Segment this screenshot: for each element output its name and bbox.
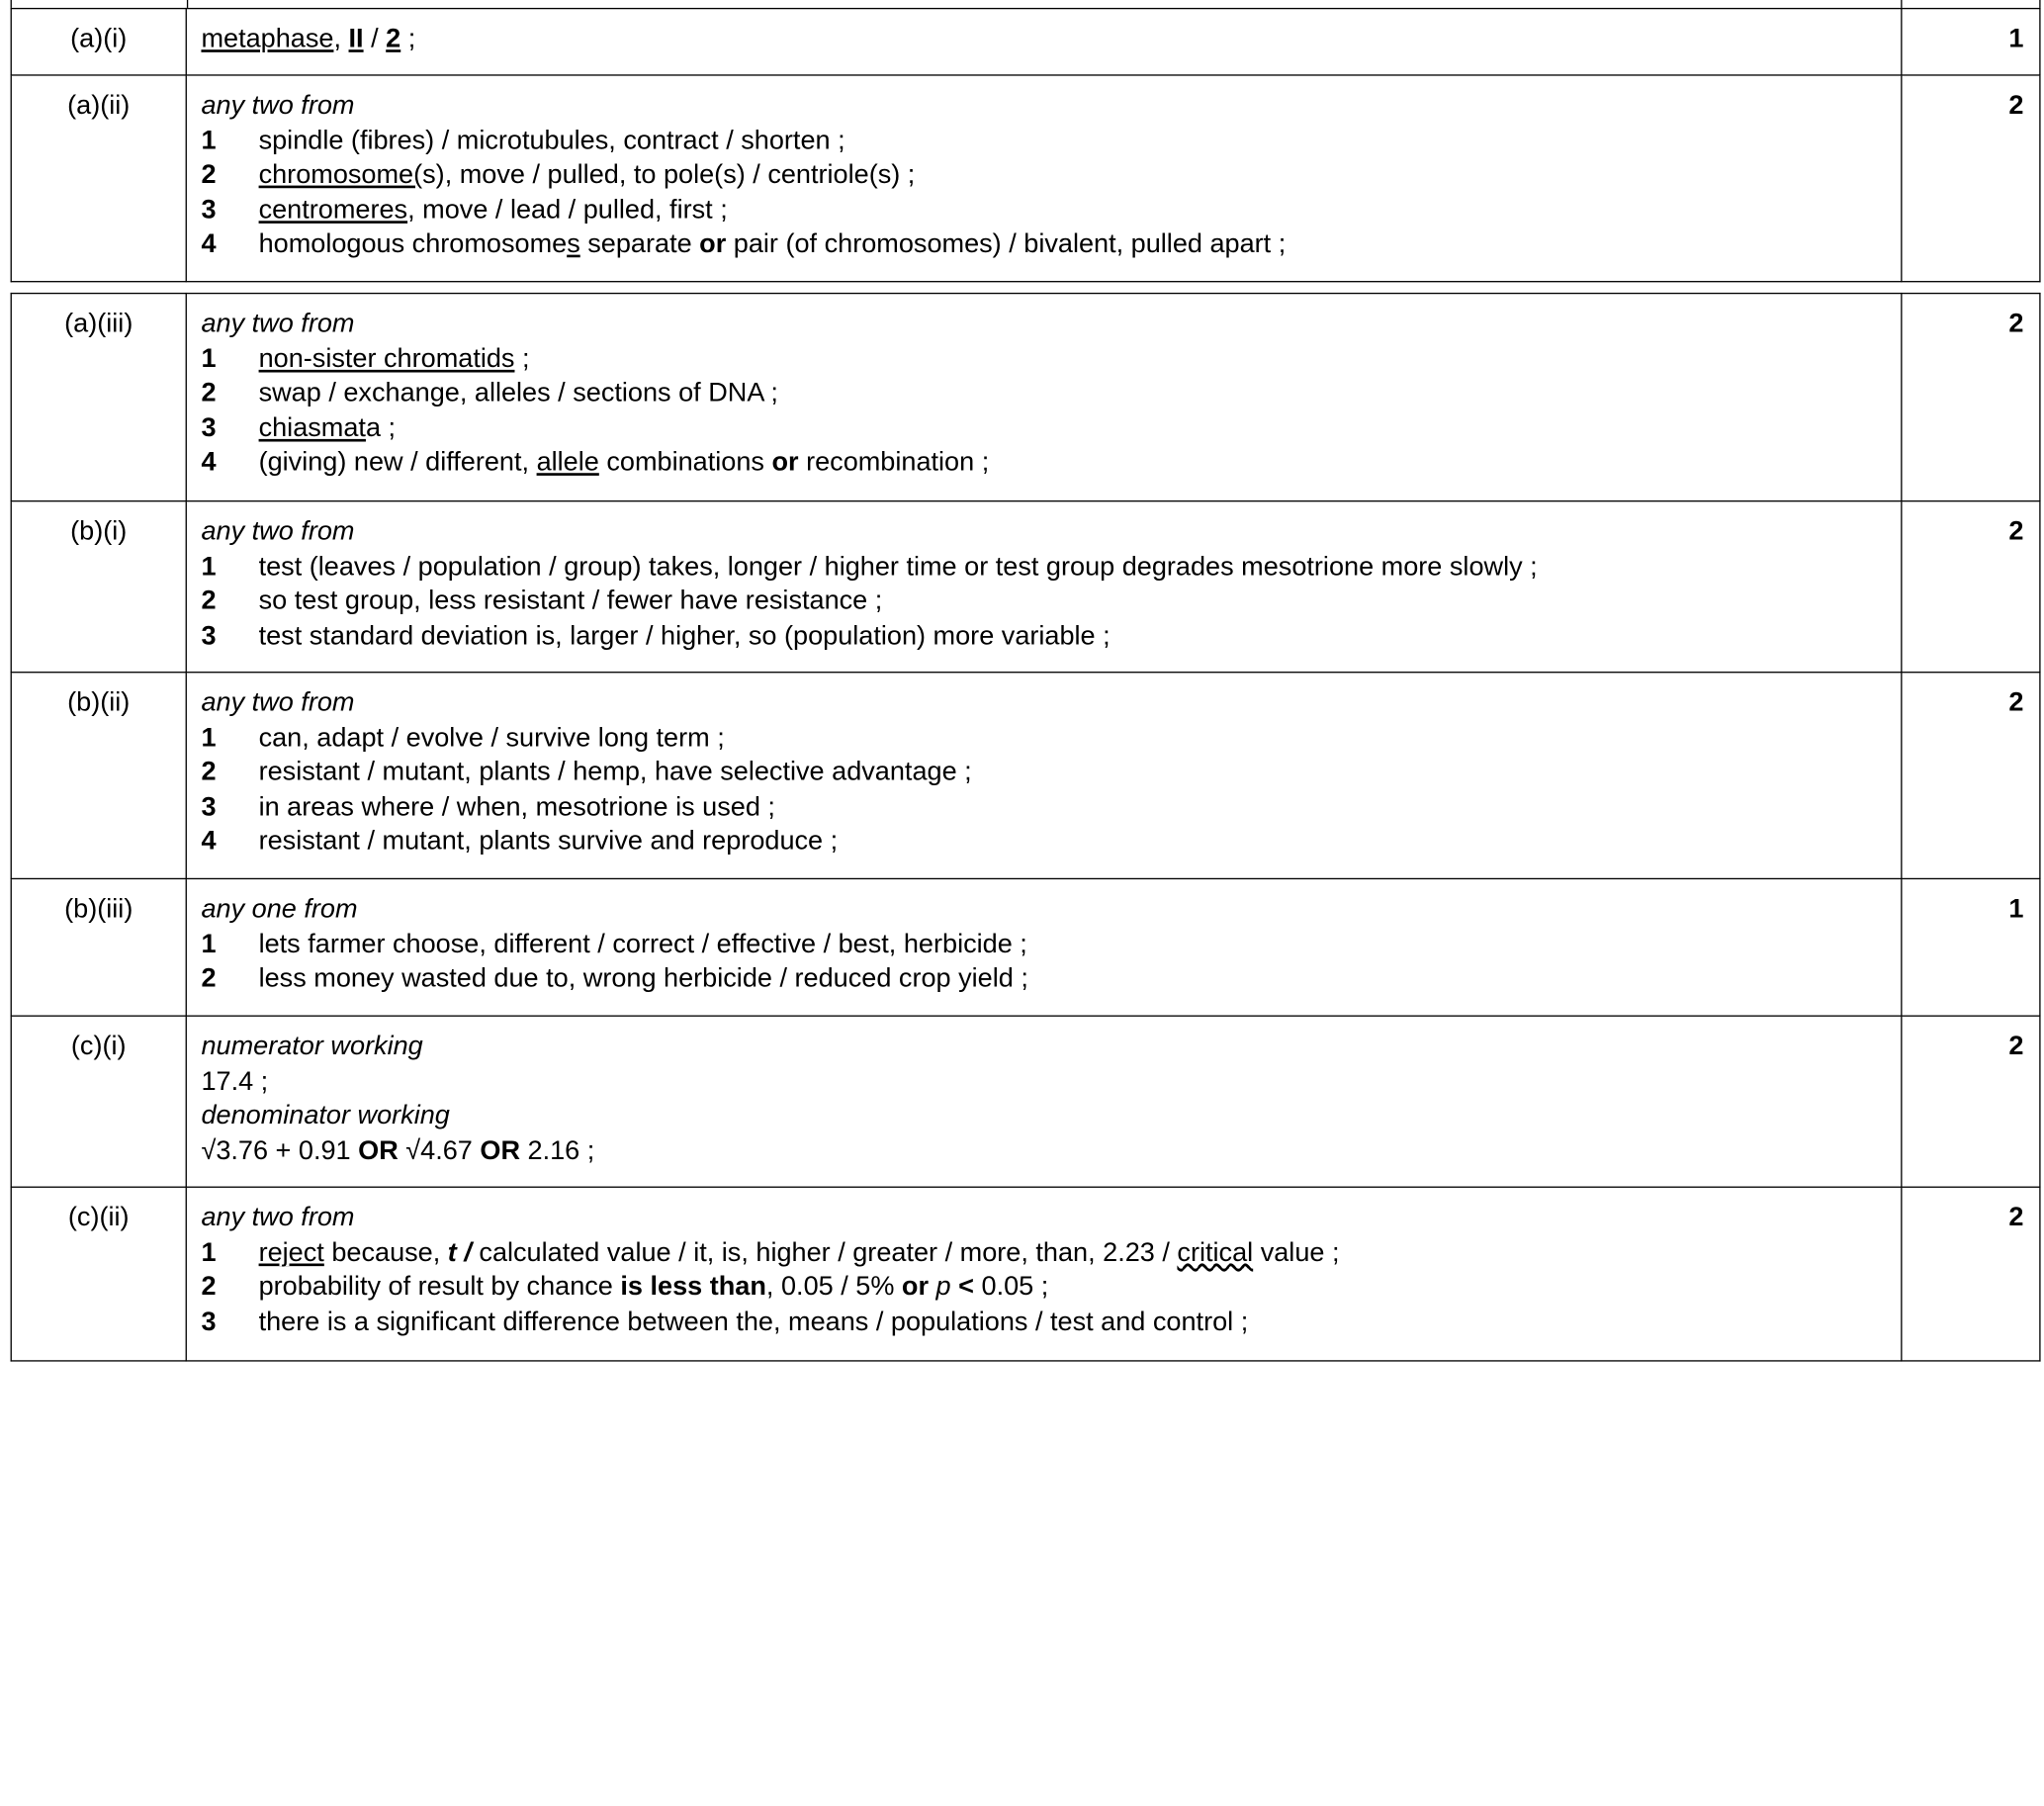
- answer-point-rich: reject because, t / calculated value / it, is, higher / greater / more, than, 2.23 / critical value ;: [258, 1236, 1340, 1267]
- marks-cell: 2: [1902, 501, 2040, 673]
- answer-point: 2 probability of result by chance is less than, 0.05 / 5% or p < 0.05 ;: [201, 1270, 1888, 1305]
- answer-point: 3 in areas where / when, mesotrione is used ;: [201, 790, 775, 822]
- answer-point: 1 lets farmer choose, different / correct / effective / best, herbicide ;: [201, 928, 1027, 959]
- answer-point-rich: chiasmata ;: [258, 411, 397, 443]
- answer-cell: [186, 1187, 1902, 1361]
- answer-cell: [186, 673, 1902, 879]
- answer-point: 1 test (leaves / population / group) takes, longer / higher time or test group degrades mesotrione more slowly ;: [201, 550, 1538, 582]
- answer-point: 4 (giving) new / different, allele combinations or recombination ;: [201, 445, 1888, 480]
- answer-point: 2 less money wasted due to, wrong herbicide / reduced crop yield ;: [201, 962, 1028, 994]
- answer-intro: any two from: [201, 515, 355, 547]
- answer-point: 1 reject because, t / calculated value / it, is, higher / greater / more, than, 2.23 / critical value ;: [201, 1235, 1888, 1270]
- question-number: (b)(iii): [11, 878, 186, 1016]
- answer-cell: [186, 501, 1902, 673]
- answer-point-rich: homologous chromosomes separate or pair (of chromosomes) / bivalent, pulled apart ;: [258, 228, 1287, 259]
- table-row: [11, 294, 2040, 501]
- denominator-label: denominator working: [201, 1100, 450, 1130]
- answer-point-rich: centromeres, move / lead / pulled, first ;: [258, 194, 728, 225]
- table-row: [11, 501, 2040, 673]
- answer-point: 2 swap / exchange, alleles / sections of DNA ;: [201, 377, 778, 408]
- marks-cell: 2: [1902, 1187, 2040, 1361]
- answer-point: 2 so test group, less resistant / fewer have resistance ;: [201, 585, 883, 616]
- table-row: [11, 1187, 2040, 1361]
- marks-cell: 2: [1902, 673, 2040, 879]
- numerator-label: numerator working: [201, 1031, 423, 1061]
- answer-point-rich: non-sister chromatids ;: [258, 342, 530, 374]
- denominator-value-rich: √3.76 + 0.91 OR √4.67 OR 2.16 ;: [201, 1134, 595, 1165]
- table-row: [11, 75, 2040, 282]
- question-number: (c)(ii): [11, 1187, 186, 1361]
- answer-point: 3 test standard deviation is, larger / higher, so (population) more variable ;: [201, 619, 1111, 651]
- question-number: (a)(iii): [11, 294, 186, 501]
- answer-metaphase: metaphase: [201, 23, 334, 54]
- answer-cell: [186, 294, 1902, 501]
- answer-point: 3 chiasmata ;: [201, 410, 1888, 445]
- marks-cell: 1: [1902, 9, 2040, 75]
- answer-cell: [186, 878, 1902, 1016]
- marks-cell: 1: [1902, 878, 2040, 1016]
- answer-point: 1 spindle (fibres) / microtubules, contract / shorten ;: [201, 125, 845, 155]
- marks-cell: 2: [1902, 75, 2040, 282]
- answer-point: 1 non-sister chromatids ;: [201, 341, 1888, 376]
- answer-point-rich: (giving) new / different, allele combinations or recombination ;: [258, 446, 990, 478]
- marks-cell: 2: [1902, 1016, 2040, 1187]
- question-number: (c)(i): [11, 1016, 186, 1187]
- answer-roman-two: II: [348, 23, 364, 54]
- answer-point: 2 resistant / mutant, plants / hemp, have selective advantage ;: [201, 756, 972, 787]
- question-number: (a)(ii): [11, 75, 186, 282]
- answer-intro: any one from: [201, 893, 358, 925]
- answer-cell: [186, 75, 1902, 282]
- answer-intro: any two from: [201, 1202, 355, 1232]
- answer-intro: any two from: [201, 90, 355, 121]
- answer-point: 3 centromeres, move / lead / pulled, first ;: [201, 193, 1888, 227]
- answer-cell: [186, 1016, 1902, 1187]
- answer-point: 1 can, adapt / evolve / survive long term ;: [201, 721, 725, 753]
- mark-scheme-table-1: [11, 8, 2041, 282]
- answer-point-rich: chromosome(s), move / pulled, to pole(s) / centriole(s) ;: [258, 159, 916, 190]
- numerator-value: 17.4 ;: [201, 1065, 269, 1096]
- answer-point: 4 resistant / mutant, plants survive and reproduce ;: [201, 825, 839, 857]
- table-row: [11, 673, 2040, 879]
- table-continuation-lines: [11, 0, 2041, 8]
- answer-point: 4 homologous chromosomes separate or pair (of chromosomes) / bivalent, pulled apart ;: [201, 227, 1888, 262]
- table-row: [11, 878, 2040, 1016]
- answer-point-rich: probability of result by chance is less than, 0.05 / 5% or p < 0.05 ;: [258, 1271, 1049, 1302]
- answer-cell: metaphase, II / 2 ;: [186, 9, 1902, 75]
- marks-cell: 2: [1902, 294, 2040, 501]
- answer-intro: any two from: [201, 308, 355, 339]
- answer-point: 3 there is a significant difference between the, means / populations / test and control ;: [201, 1306, 1249, 1336]
- question-number: (b)(ii): [11, 673, 186, 879]
- question-number: (b)(i): [11, 501, 186, 673]
- answer-point: 2 chromosome(s), move / pulled, to pole(s) / centriole(s) ;: [201, 158, 1888, 193]
- question-number: (a)(i): [11, 9, 186, 75]
- answer-number-two: 2: [386, 23, 401, 54]
- table-row: [11, 9, 2040, 75]
- mark-scheme-table-2: [11, 293, 2041, 1362]
- table-row: [11, 1016, 2040, 1187]
- answer-intro: any two from: [201, 686, 355, 718]
